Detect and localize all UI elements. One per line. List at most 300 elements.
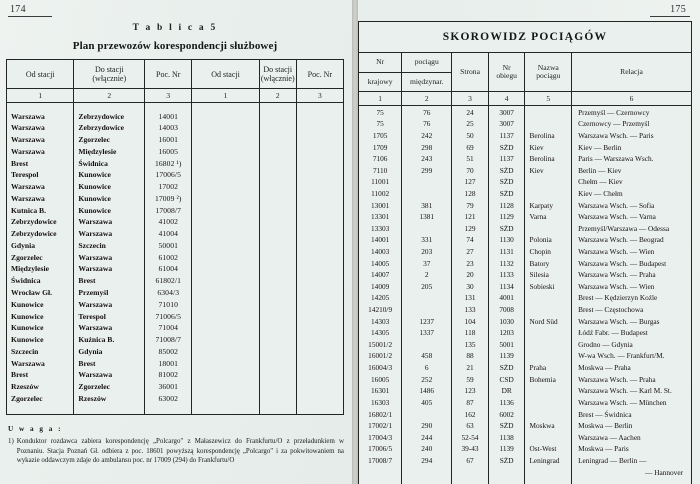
cell-train-no-domestic: 14003 (359, 246, 402, 258)
cell-train-no-domestic: 7106 (359, 153, 402, 165)
cell-train-name (525, 397, 572, 409)
cell-train-no-international (402, 292, 452, 304)
cell-empty (296, 263, 343, 275)
cell-from-station: Warszawa (7, 122, 74, 134)
cell-to-station: Gdynia (74, 346, 145, 358)
table-row (359, 234, 692, 246)
cell-page-number: 59 (452, 373, 489, 385)
cell-train-no-international (402, 304, 452, 316)
cell-train-no-domestic: 75 (359, 118, 402, 130)
cell-train-name: Varna (525, 211, 572, 223)
cell-from-station: Kunowice (7, 322, 74, 334)
table-row (7, 393, 344, 405)
tail-cell (192, 405, 259, 415)
cell-circuit-number: 1138 (488, 432, 525, 444)
header-pociagu: pociągu (402, 53, 452, 73)
cell-circuit-number: 1134 (488, 281, 525, 293)
cell-route: Warszawa Wsch. — Wien (572, 281, 692, 293)
spacer-row (7, 103, 344, 111)
rheader-colnum-6: 6 (572, 92, 692, 106)
cell-to-station: Rzeszów (74, 393, 145, 405)
cell-page-number: 127 (452, 176, 489, 188)
cell-train-no-domestic: 1705 (359, 130, 402, 142)
cell-train-no-domestic: 15001/2 (359, 339, 402, 351)
cell-from-station: Rzeszów (7, 381, 74, 393)
cell-empty (296, 169, 343, 181)
table-tail-row (359, 478, 692, 484)
cell-empty (296, 252, 343, 264)
table-row (7, 134, 344, 146)
cell-from-station: Międzylesie (7, 263, 74, 275)
cell-to-station: Warszawa (74, 369, 145, 381)
cell-empty (192, 381, 259, 393)
cell-train-no-international (402, 408, 452, 420)
cell-train-no-international: 76 (402, 118, 452, 130)
table-row (7, 252, 344, 264)
cell-train-number: 17008/7 (145, 205, 192, 217)
header-row-numbers (7, 89, 344, 103)
cell-page-number: 87 (452, 397, 489, 409)
cell-train-no-international: 1381 (402, 211, 452, 223)
cell-page-number: 51 (452, 153, 489, 165)
left-folio-rule (8, 16, 52, 17)
cell-route: Warszawa — Aachen (572, 432, 692, 444)
table-row (359, 246, 692, 258)
header-from-1: Od stacji (7, 60, 74, 89)
tail-cell (525, 478, 572, 484)
tail-cell (452, 478, 489, 484)
cell-train-number: 61002 (145, 252, 192, 264)
cell-route: Paris — Warszawa Wsch. (572, 153, 692, 165)
note-body (8, 437, 344, 466)
cell-train-number: 14001 (145, 110, 192, 122)
cell-page-number: 27 (452, 246, 489, 258)
cell-train-no-domestic: 11001 (359, 176, 402, 188)
cell-train-no-domestic: 13303 (359, 223, 402, 235)
cell-empty (259, 322, 296, 334)
table-row (7, 146, 344, 158)
cell-train-number: 41002 (145, 216, 192, 228)
cell-circuit-number: 6002 (488, 408, 525, 420)
cell-from-station: Warszawa (7, 357, 74, 369)
spacer-cell (145, 103, 192, 111)
cell-empty (259, 157, 296, 169)
cell-circuit-number: 1139 (488, 443, 525, 455)
table-row (7, 334, 344, 346)
header-colnum-5: 2 (259, 89, 296, 103)
cell-train-no-international: 405 (402, 397, 452, 409)
table-row (359, 339, 692, 351)
cell-from-station: Kunowice (7, 299, 74, 311)
cell-train-name: Chopin (525, 246, 572, 258)
table-row (7, 369, 344, 381)
cell-empty (192, 110, 259, 122)
cell-route: Warszawa Wsch. — Beograd (572, 234, 692, 246)
cell-empty (192, 275, 259, 287)
cell-page-number: 63 (452, 420, 489, 432)
correspondence-plan-table (6, 59, 344, 415)
cell-train-name: Berolina (525, 153, 572, 165)
table-row (359, 304, 692, 316)
cell-empty (296, 228, 343, 240)
table-row (7, 122, 344, 134)
cell-circuit-number: SŻD (488, 455, 525, 467)
table-row (359, 408, 692, 420)
cell-page-number: 69 (452, 141, 489, 153)
cell-from-station: Kutnica B. (7, 205, 74, 217)
cell-train-name (525, 176, 572, 188)
cell-from-station: Warszawa (7, 146, 74, 158)
cell-train-no-domestic: 14303 (359, 315, 402, 327)
cell-train-number: 61004 (145, 263, 192, 275)
cell-train-name: Silesia (525, 269, 572, 281)
cell-circuit-number: CSD (488, 373, 525, 385)
cell-train-no-international: 299 (402, 164, 452, 176)
cell-train-no-domestic: 16303 (359, 397, 402, 409)
cell-train-number: 85002 (145, 346, 192, 358)
cell-empty (192, 322, 259, 334)
cell-empty (192, 252, 259, 264)
cell-train-name (525, 339, 572, 351)
table-row (7, 169, 344, 181)
cell-train-no-domestic: 17006/5 (359, 443, 402, 455)
cell-to-station: Przemyśl (74, 287, 145, 299)
cell-from-station: Zebrzydowice (7, 228, 74, 240)
table-row (7, 110, 344, 122)
rheader-colnum-4: 4 (488, 92, 525, 106)
cell-route: Warszawa Wsch. — Karl M. St. (572, 385, 692, 397)
rheader-colnum-2: 2 (402, 92, 452, 106)
cell-train-no-international: 1486 (402, 385, 452, 397)
cell-train-name: Bohemia (525, 373, 572, 385)
cell-from-station: Brest (7, 369, 74, 381)
cell-from-station: Zebrzydowice (7, 216, 74, 228)
cell-train-name: Ost-West (525, 443, 572, 455)
header-to2-line1: Do stacji (263, 65, 293, 74)
cell-route: Grodno — Gdynia (572, 339, 692, 351)
cell-empty (192, 181, 259, 193)
cell-page-number: 118 (452, 327, 489, 339)
spacer-cell (296, 103, 343, 111)
cell-route-continuation: — Hannover (572, 466, 692, 478)
book-gutter (352, 0, 358, 484)
cell-page-number: 88 (452, 350, 489, 362)
cell-empty (259, 357, 296, 369)
cell-page-number: 131 (452, 292, 489, 304)
cell-to-station: Zgorzelec (74, 381, 145, 393)
cell-train-no-domestic: 14001 (359, 234, 402, 246)
cell-train-no-domestic: 13001 (359, 199, 402, 211)
cell-empty (402, 466, 452, 478)
cell-train-name: Polonia (525, 234, 572, 246)
header-relacja: Relacja (572, 53, 692, 92)
note-label: U w a g a : (8, 424, 63, 433)
cell-empty (296, 122, 343, 134)
table-row (7, 381, 344, 393)
cell-train-no-international: 76 (402, 106, 452, 118)
cell-train-no-international (402, 223, 452, 235)
header-obieg-line1: Nr (502, 62, 511, 72)
cell-empty (259, 346, 296, 358)
cell-route: Warszawa Wsch. — Praha (572, 269, 692, 281)
cell-train-no-domestic: 14305 (359, 327, 402, 339)
cell-train-no-international: 37 (402, 257, 452, 269)
table-body (7, 103, 344, 414)
cell-from-station: Kunowice (7, 310, 74, 322)
header-nazwa-line1: Nazwa (537, 62, 559, 72)
cell-circuit-number: 1131 (488, 246, 525, 258)
table-row (359, 362, 692, 374)
table-row (359, 397, 692, 409)
cell-empty (259, 122, 296, 134)
table-row (359, 315, 692, 327)
table-row (7, 228, 344, 240)
cell-empty (192, 299, 259, 311)
cell-train-no-international: 290 (402, 420, 452, 432)
cell-train-no-international: 298 (402, 141, 452, 153)
cell-train-no-domestic: 17008/7 (359, 455, 402, 467)
cell-to-station: Zebrzydowice (74, 110, 145, 122)
cell-page-number: 30 (452, 281, 489, 293)
cell-empty (192, 310, 259, 322)
cell-route: Chełm — Kiev (572, 176, 692, 188)
cell-train-no-international: 458 (402, 350, 452, 362)
cell-empty (296, 205, 343, 217)
cell-train-name (525, 223, 572, 235)
cell-route: Brest — Kędzierzyn Koźle (572, 292, 692, 304)
header-nr-obiegu (488, 53, 525, 92)
cell-to-station: Warszawa (74, 216, 145, 228)
header-trainno-2: Poc. Nr (296, 60, 343, 89)
cell-train-number: 71008/7 (145, 334, 192, 346)
cell-empty (259, 393, 296, 405)
cell-empty (296, 275, 343, 287)
cell-from-station: Warszawa (7, 110, 74, 122)
table-row (359, 106, 692, 118)
cell-page-number: 67 (452, 455, 489, 467)
cell-route: Czernowcy — Przemyśl (572, 118, 692, 130)
cell-empty (259, 205, 296, 217)
table-row (359, 292, 692, 304)
cell-circuit-number: 4001 (488, 292, 525, 304)
header-strona: Strona (452, 53, 489, 92)
cell-empty (259, 110, 296, 122)
table-row (7, 181, 344, 193)
tail-cell (7, 405, 74, 415)
cell-train-no-international: 331 (402, 234, 452, 246)
cell-empty (259, 299, 296, 311)
cell-train-no-domestic: 11002 (359, 188, 402, 200)
cell-to-station: Warszawa (74, 228, 145, 240)
table-row (359, 281, 692, 293)
cell-train-name: Nord Süd (525, 315, 572, 327)
cell-route: Warszawa Wsch. — München (572, 397, 692, 409)
cell-train-no-international: 242 (402, 130, 452, 142)
cell-from-station: Brest (7, 157, 74, 169)
cell-empty (296, 299, 343, 311)
cell-page-number: 52-54 (452, 432, 489, 444)
header-obieg-line2: obiegu (496, 71, 517, 81)
cell-train-name (525, 408, 572, 420)
cell-to-station: Brest (74, 357, 145, 369)
cell-empty (259, 369, 296, 381)
cell-empty (259, 240, 296, 252)
cell-empty (192, 193, 259, 205)
cell-train-no-domestic: 16802/1 (359, 408, 402, 420)
cell-page-number: 128 (452, 188, 489, 200)
cell-train-name: Moskwa (525, 420, 572, 432)
cell-from-station: Warszawa (7, 134, 74, 146)
cell-train-no-international: 381 (402, 199, 452, 211)
header-colnum-1: 1 (7, 89, 74, 103)
cell-empty (296, 193, 343, 205)
table-label: T a b l i c a 5 (132, 23, 218, 33)
header-to2-line2: (włącznie) (260, 74, 295, 84)
cell-route: Warszawa Wsch. — Budapest (572, 257, 692, 269)
table-row (359, 327, 692, 339)
cell-to-station: Kunowice (74, 193, 145, 205)
cell-to-station: Międzylesie (74, 146, 145, 158)
right-page (352, 0, 700, 484)
header-nr: Nr (359, 53, 402, 73)
cell-to-station: Warszawa (74, 299, 145, 311)
cell-circuit-number: SŻD (488, 164, 525, 176)
table-row (359, 130, 692, 142)
cell-empty (359, 466, 402, 478)
cell-train-no-international: 1237 (402, 315, 452, 327)
cell-circuit-number: 7008 (488, 304, 525, 316)
cell-empty (259, 263, 296, 275)
cell-empty (192, 369, 259, 381)
cell-train-no-international (402, 339, 452, 351)
table-row (7, 299, 344, 311)
cell-empty (296, 357, 343, 369)
cell-train-number: 17006/5 (145, 169, 192, 181)
cell-route: Brest — Świdnica (572, 408, 692, 420)
tail-cell (74, 405, 145, 415)
note-marker: 1) (8, 437, 14, 445)
cell-empty (192, 346, 259, 358)
right-table-head (359, 22, 692, 106)
cell-train-no-international: 203 (402, 246, 452, 258)
cell-train-number: 36001 (145, 381, 192, 393)
cell-train-no-domestic: 16001/2 (359, 350, 402, 362)
cell-empty (192, 205, 259, 217)
cell-page-number: 133 (452, 304, 489, 316)
cell-to-station: Zebrzydowice (74, 122, 145, 134)
cell-train-name: Leningrad (525, 455, 572, 467)
header-to-2 (259, 60, 296, 89)
cell-page-number: 104 (452, 315, 489, 327)
cell-route: Leningrad — Berlin — (572, 455, 692, 467)
table-row (359, 188, 692, 200)
cell-train-name (525, 350, 572, 362)
cell-to-station: Kuźnica B. (74, 334, 145, 346)
right-header-row-1 (359, 53, 692, 73)
table-row (7, 322, 344, 334)
table-row (359, 118, 692, 130)
cell-route: Berlin — Kiev (572, 164, 692, 176)
cell-train-no-domestic: 13301 (359, 211, 402, 223)
cell-circuit-number: 1136 (488, 397, 525, 409)
cell-from-station: Gdynia (7, 240, 74, 252)
cell-train-number: 81002 (145, 369, 192, 381)
cell-empty (259, 381, 296, 393)
cell-circuit-number: 1137 (488, 130, 525, 142)
cell-train-number: 41004 (145, 228, 192, 240)
table-row (7, 357, 344, 369)
cell-empty (452, 466, 489, 478)
rheader-colnum-1: 1 (359, 92, 402, 106)
cell-empty (488, 466, 525, 478)
cell-to-station: Szczecin (74, 240, 145, 252)
cell-train-no-domestic: 1709 (359, 141, 402, 153)
cell-empty (296, 181, 343, 193)
table-row (359, 350, 692, 362)
cell-route: Brest — Częstochowa (572, 304, 692, 316)
cell-train-number: 16005 (145, 146, 192, 158)
cell-train-no-domestic: 17004/3 (359, 432, 402, 444)
cell-train-number: 71010 (145, 299, 192, 311)
spacer-cell (259, 103, 296, 111)
table-row (359, 211, 692, 223)
title-row (359, 22, 692, 53)
cell-train-name (525, 304, 572, 316)
train-index-table (358, 21, 692, 484)
cell-train-number: 50001 (145, 240, 192, 252)
cell-route: Przemyśl/Warszawa — Odessa (572, 223, 692, 235)
cell-train-name (525, 385, 572, 397)
cell-page-number: 23 (452, 257, 489, 269)
cell-route: Łódź Fabr. — Budapest (572, 327, 692, 339)
header-colnum-3: 3 (145, 89, 192, 103)
cell-empty (259, 334, 296, 346)
cell-train-no-international: 252 (402, 373, 452, 385)
cell-route: W-wa Wsch. — Frankfurt/M. (572, 350, 692, 362)
cell-train-name (525, 188, 572, 200)
cell-train-no-international: 294 (402, 455, 452, 467)
tail-cell (572, 478, 692, 484)
cell-route: Moskwa — Berlin (572, 420, 692, 432)
table-row (359, 455, 692, 467)
cell-empty (192, 228, 259, 240)
cell-train-number: 6304/3 (145, 287, 192, 299)
cell-train-name: Karpaty (525, 199, 572, 211)
cell-train-number: 16001 (145, 134, 192, 146)
cell-empty (259, 134, 296, 146)
cell-empty (296, 157, 343, 169)
cell-train-name (525, 432, 572, 444)
cell-train-name (525, 292, 572, 304)
spacer-cell (74, 103, 145, 111)
cell-route: Warszawa Wsch. — Varna (572, 211, 692, 223)
cell-train-no-international: 205 (402, 281, 452, 293)
cell-train-name: Sobieski (525, 281, 572, 293)
cell-empty (192, 157, 259, 169)
cell-empty (296, 334, 343, 346)
cell-empty (192, 134, 259, 146)
cell-circuit-number: SŻD (488, 420, 525, 432)
cell-page-number: 135 (452, 339, 489, 351)
cell-route: Warszawa Wsch. — Burgas (572, 315, 692, 327)
tail-cell (145, 405, 192, 415)
cell-circuit-number: 1139 (488, 350, 525, 362)
table-row (359, 269, 692, 281)
rheader-colnum-3: 3 (452, 92, 489, 106)
header-colnum-6: 3 (296, 89, 343, 103)
table-row (359, 432, 692, 444)
cell-to-station: Terespol (74, 310, 145, 322)
